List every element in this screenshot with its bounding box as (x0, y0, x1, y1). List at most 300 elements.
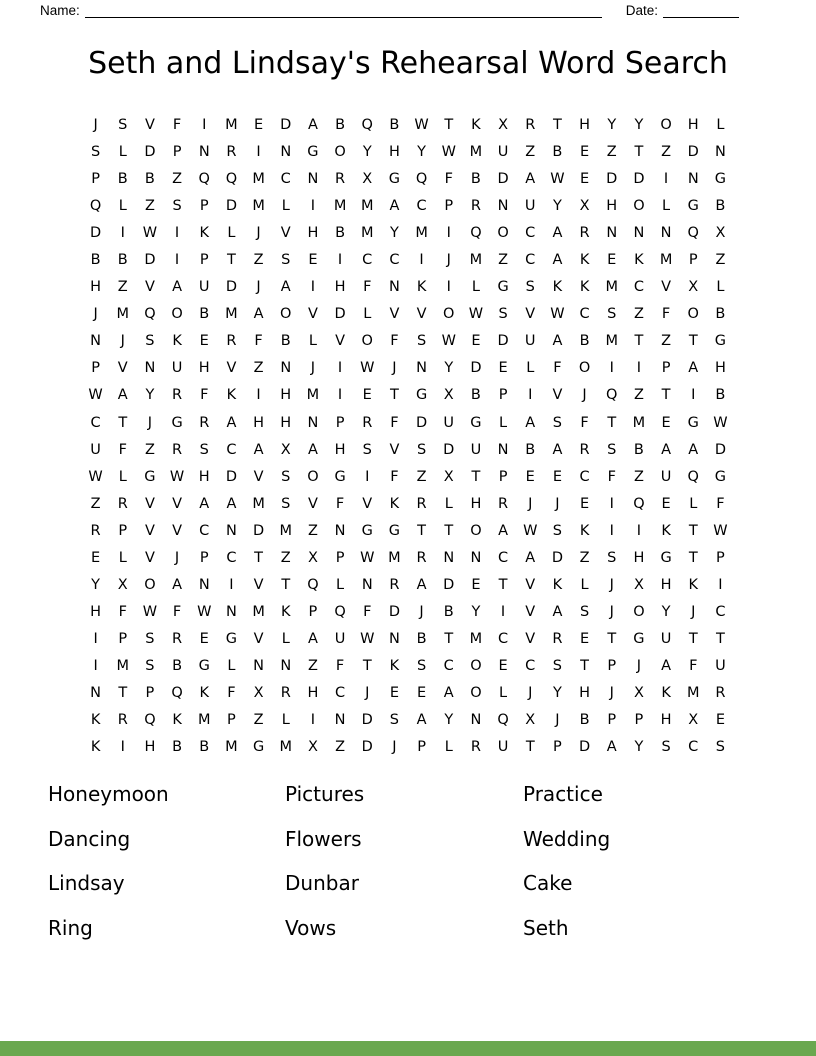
grid-letter: A (688, 360, 699, 377)
grid-letter: C (90, 414, 101, 431)
grid-letter: Q (89, 198, 102, 215)
grid-letter: L (308, 333, 317, 350)
grid-letter: F (227, 684, 236, 701)
grid-letter: A (172, 576, 183, 593)
grid-letter: P (199, 198, 209, 215)
grid-letter: Q (198, 171, 210, 188)
grid-letter: I (446, 279, 451, 296)
grid-letter: D (714, 441, 726, 458)
grid-letter: E (715, 712, 725, 729)
grid-letter: X (633, 576, 644, 593)
grid-letter: I (636, 522, 642, 539)
grid-letter: P (417, 739, 426, 756)
grid-letter: M (632, 414, 646, 431)
grid-letter: J (392, 360, 397, 377)
grid-letter: V (144, 279, 155, 296)
grid-letter: S (172, 198, 182, 215)
grid-letter: W (142, 225, 158, 242)
grid-letter: Y (471, 603, 481, 620)
grid-letter: R (172, 441, 183, 458)
grid-letter: B (715, 306, 726, 323)
grid-letter: T (634, 144, 644, 161)
grid-letter: U (660, 468, 672, 485)
grid-letter: N (606, 225, 618, 242)
grid-letter: K (172, 712, 182, 729)
grid-letter: W (197, 603, 212, 620)
grid-letter: T (688, 522, 698, 539)
grid-letter: Q (225, 171, 238, 188)
grid-letter: G (225, 630, 238, 647)
grid-letter: T (552, 117, 562, 133)
grid-letter: L (444, 739, 453, 756)
grid-letter: X (579, 198, 590, 215)
grid-letter: Q (144, 712, 156, 729)
grid-letter: E (498, 360, 508, 377)
grid-letter: M (360, 198, 374, 215)
grid-letter: I (310, 198, 316, 215)
grid-letter: P (607, 712, 617, 729)
grid-letter: J (310, 360, 316, 377)
grid-letter: R (579, 441, 590, 458)
grid-letter: B (579, 712, 590, 729)
grid-letter: D (551, 549, 563, 566)
grid-letter: E (253, 117, 264, 133)
grid-letter: N (253, 657, 264, 674)
grid-letter: T (580, 657, 589, 674)
grid-letter: F (363, 603, 372, 620)
grid-letter: A (307, 441, 318, 458)
grid-letter: W (441, 144, 456, 161)
grid-letter: Z (280, 549, 291, 566)
name-blank-line (85, 4, 602, 18)
grid-letter: D (89, 225, 102, 242)
grid-letter: N (334, 712, 346, 729)
grid-letter: L (499, 684, 508, 701)
grid-letter: U (497, 144, 509, 161)
date-blank-line (663, 4, 739, 18)
grid-letter: E (471, 576, 481, 593)
grid-letter: R (226, 144, 237, 161)
grid-letter: P (553, 739, 562, 756)
grid-letter: I (310, 279, 316, 296)
grid-letter: G (334, 468, 346, 485)
word-list-item: Flowers (285, 826, 362, 851)
grid-letter: I (636, 360, 642, 377)
grid-letter: R (172, 387, 183, 404)
date-label: Date: (625, 3, 658, 18)
grid-letter: L (580, 576, 589, 593)
grid-letter: W (468, 306, 484, 323)
grid-letter: N (198, 144, 210, 161)
grid-letter: K (90, 739, 101, 756)
grid-letter: A (253, 441, 264, 458)
grid-letter: D (687, 144, 699, 161)
grid-letter: W (523, 522, 538, 539)
grid-letter: D (225, 279, 237, 296)
grid-letter: A (498, 522, 509, 539)
grid-letter: H (334, 441, 346, 458)
grid-letter: Q (470, 225, 482, 242)
grid-letter: U (524, 198, 536, 215)
grid-letter: I (93, 630, 98, 647)
grid-letter: B (117, 252, 128, 269)
grid-letter: P (607, 657, 617, 674)
grid-letter: T (688, 333, 698, 350)
grid-letter: Z (253, 252, 264, 269)
grid-letter: O (307, 468, 319, 485)
grid-letter: F (689, 657, 698, 674)
word-list-item: Lindsay (48, 871, 125, 895)
grid-letter: U (497, 739, 509, 756)
grid-letter: L (363, 306, 372, 323)
grid-letter: R (389, 576, 400, 593)
grid-letter: N (307, 414, 319, 431)
grid-letter: X (362, 171, 373, 188)
grid-letter: C (579, 468, 590, 485)
grid-letter: J (528, 495, 533, 512)
grid-letter: F (661, 306, 671, 323)
grid-letter: W (360, 360, 375, 377)
grid-letter: Y (661, 603, 671, 620)
grid-letter: V (416, 306, 427, 323)
grid-letter: Z (117, 279, 128, 296)
grid-letter: I (120, 225, 125, 242)
grid-letter: P (199, 252, 209, 269)
grid-letter: P (308, 603, 318, 620)
grid-letter: V (389, 306, 400, 323)
grid-letter: D (361, 739, 373, 756)
grid-letter: Q (144, 306, 156, 323)
grid-letter: J (120, 333, 125, 350)
grid-letter: D (606, 171, 618, 188)
grid-letter: U (715, 657, 726, 674)
grid-letter: C (416, 198, 427, 215)
grid-letter: H (90, 279, 102, 296)
grid-letter: R (335, 171, 346, 188)
grid-letter: C (335, 684, 346, 701)
grid-letter: P (91, 171, 100, 188)
grid-letter: M (333, 198, 347, 215)
grid-letter: K (389, 657, 400, 674)
word-list (48, 782, 816, 960)
grid-letter: X (715, 225, 726, 242)
grid-letter: N (388, 630, 400, 647)
grid-letter: K (552, 279, 563, 296)
grid-letter: K (552, 576, 563, 593)
grid-letter: V (144, 549, 155, 566)
grid-letter: V (280, 225, 291, 242)
grid-letter: T (715, 630, 725, 647)
grid-letter: V (307, 495, 318, 512)
grid-letter: H (687, 117, 699, 133)
grid-letter: I (310, 712, 316, 729)
grid-letter: P (634, 712, 644, 729)
grid-letter: N (633, 225, 645, 242)
grid-letter: X (307, 739, 318, 756)
grid-letter: B (579, 333, 590, 350)
grid-letter: D (361, 712, 373, 729)
grid-letter: F (716, 495, 725, 512)
grid-letter: F (200, 387, 209, 404)
grid-letter: C (688, 739, 699, 756)
grid-letter: N (470, 712, 482, 729)
grid-letter: T (417, 522, 426, 539)
grid-letter: C (280, 171, 291, 188)
grid-letter: V (552, 387, 563, 404)
grid-letter: E (389, 684, 399, 701)
grid-letter: N (144, 360, 156, 377)
grid-letter: U (90, 441, 101, 458)
grid-letter: P (227, 712, 236, 729)
grid-letter: T (118, 684, 128, 701)
grid-letter: R (362, 414, 373, 431)
grid-letter: Y (634, 739, 644, 756)
grid-letter: P (335, 549, 345, 566)
word-list-item: Pictures (285, 782, 365, 806)
grid-letter: K (579, 522, 590, 539)
grid-letter: B (389, 117, 400, 133)
grid-letter: E (579, 171, 590, 188)
grid-letter: Z (416, 468, 427, 485)
grid-letter: C (579, 306, 590, 323)
grid-letter: G (307, 144, 319, 161)
grid-letter: N (687, 171, 699, 188)
grid-letter: V (525, 576, 536, 593)
grid-letter: N (443, 549, 455, 566)
grid-letter: N (497, 198, 509, 215)
grid-letter: K (172, 333, 182, 350)
grid-letter: G (252, 739, 265, 756)
grid-letter: A (661, 441, 672, 458)
grid-letter: E (661, 495, 671, 512)
grid-letter: C (226, 441, 237, 458)
grid-letter: P (91, 360, 100, 377)
grid-letter: B (443, 603, 454, 620)
grid-letter: N (198, 576, 210, 593)
grid-letter: J (609, 603, 614, 620)
grid-letter: W (713, 414, 728, 431)
grid-letter: E (90, 549, 101, 566)
grid-letter: V (117, 360, 128, 377)
grid-letter: C (389, 252, 400, 269)
grid-letter: I (500, 603, 506, 620)
grid-letter: A (552, 252, 563, 269)
grid-letter: Z (144, 441, 155, 458)
grid-letter: S (416, 657, 427, 674)
grid-letter: L (118, 144, 127, 161)
grid-letter: F (580, 414, 589, 431)
grid-letter: M (415, 225, 428, 242)
grid-letter: X (688, 712, 699, 729)
grid-letter: D (497, 171, 509, 188)
grid-letter: N (280, 360, 292, 377)
grid-letter: T (607, 414, 617, 431)
grid-letter: J (93, 117, 98, 133)
grid-letter: C (525, 252, 536, 269)
grid-letter: H (388, 144, 400, 161)
grid-letter: I (419, 252, 424, 269)
grid-letter: T (226, 252, 236, 269)
grid-letter: L (118, 468, 127, 485)
grid-letter: J (147, 414, 153, 431)
grid-letter: E (308, 252, 318, 269)
grid-letter: B (715, 387, 726, 404)
grid-letter: X (443, 387, 454, 404)
grid-letter: O (497, 225, 509, 242)
grid-letter: A (117, 387, 128, 404)
grid-letter: J (582, 387, 587, 404)
grid-letter: T (254, 549, 263, 566)
grid-letter: U (524, 333, 536, 350)
grid-letter: T (444, 117, 454, 133)
grid-letter: R (470, 198, 481, 215)
grid-letter: M (225, 117, 238, 133)
grid-letter: C (525, 657, 536, 674)
grid-letter: V (144, 495, 155, 512)
grid-letter: W (360, 549, 375, 566)
grid-letter: A (443, 684, 454, 701)
grid-letter: K (661, 684, 671, 701)
grid-letter: K (661, 522, 671, 539)
grid-letter: S (498, 306, 508, 323)
grid-letter: T (444, 522, 454, 539)
grid-letter: P (498, 387, 508, 404)
grid-letter: D (225, 198, 237, 215)
grid-letter: L (118, 549, 127, 566)
grid-letter: S (607, 549, 617, 566)
grid-letter: N (90, 333, 101, 350)
grid-letter: D (443, 441, 455, 458)
grid-letter: S (145, 333, 155, 350)
grid-letter: E (199, 630, 209, 647)
grid-letter: L (471, 279, 480, 296)
grid-letter: L (716, 279, 725, 296)
word-list-column (285, 782, 523, 960)
grid-letter: A (661, 657, 672, 674)
grid-letter: B (117, 171, 128, 188)
grid-letter: P (498, 468, 508, 485)
grid-letter: S (281, 468, 291, 485)
grid-letter: W (88, 468, 103, 485)
grid-letter: O (633, 198, 645, 215)
grid-letter: N (416, 360, 427, 377)
grid-letter: A (552, 603, 563, 620)
grid-letter: N (660, 225, 672, 242)
grid-letter: D (144, 144, 156, 161)
grid-letter: J (609, 684, 614, 701)
grid-letter: G (687, 198, 699, 215)
grid-letter: M (116, 657, 129, 674)
grid-letter: N (280, 144, 292, 161)
grid-letter: I (446, 225, 451, 242)
grid-letter: I (120, 739, 125, 756)
grid-letter: F (335, 657, 345, 674)
grid-letter: M (686, 684, 700, 701)
grid-letter: A (416, 576, 427, 593)
grid-letter: J (691, 603, 696, 620)
grid-letter: B (144, 171, 155, 188)
grid-letter: N (497, 441, 509, 458)
grid-letter: R (416, 495, 427, 512)
grid-letter: N (470, 549, 482, 566)
grid-letter: M (388, 549, 401, 566)
grid-letter: Z (606, 144, 617, 161)
grid-letter: M (659, 252, 673, 269)
grid-letter: D (633, 171, 645, 188)
grid-letter: M (469, 630, 483, 647)
grid-letter: L (662, 198, 671, 215)
word-list-item: Seth (523, 915, 569, 940)
grid-letter: H (660, 712, 672, 729)
grid-letter: L (526, 360, 535, 377)
grid-letter: G (470, 414, 482, 431)
grid-letter: J (365, 684, 370, 701)
grid-letter: D (443, 576, 455, 593)
grid-letter: J (555, 712, 560, 729)
grid-letter: S (118, 117, 128, 133)
grid-letter: M (252, 603, 265, 620)
grid-letter: V (525, 306, 536, 323)
grid-letter: X (633, 684, 644, 701)
grid-letter: P (199, 549, 209, 566)
grid-letter: H (633, 549, 645, 566)
grid-letter: D (578, 739, 591, 756)
grid-letter: S (607, 306, 617, 323)
grid-letter: M (252, 495, 265, 512)
grid-letter: T (389, 387, 399, 404)
grid-letter: P (335, 414, 345, 431)
grid-letter: R (280, 684, 291, 701)
grid-letter: Z (144, 198, 155, 215)
grid-letter: S (607, 441, 617, 458)
grid-letter: Z (90, 495, 101, 512)
grid-letter: T (118, 414, 128, 431)
grid-letter: F (390, 468, 399, 485)
grid-letter: U (171, 360, 183, 377)
grid-letter: F (390, 414, 399, 431)
grid-letter: M (469, 144, 483, 161)
grid-letter: B (199, 739, 210, 756)
grid-letter: V (389, 441, 400, 458)
grid-letter: H (660, 576, 672, 593)
grid-letter: F (335, 495, 345, 512)
grid-letter: P (716, 549, 725, 566)
grid-letter: E (579, 495, 590, 512)
grid-letter: O (470, 657, 482, 674)
footer-bar (0, 1041, 816, 1056)
grid-letter: Z (633, 468, 644, 485)
grid-letter: V (172, 522, 183, 539)
grid-letter: R (579, 225, 590, 242)
grid-letter: G (361, 522, 373, 539)
grid-letter: N (280, 657, 292, 674)
grid-letter: P (661, 360, 671, 377)
grid-letter: C (226, 549, 237, 566)
grid-letter: A (226, 495, 237, 512)
grid-letter: F (444, 171, 453, 188)
grid-letter: I (609, 522, 614, 539)
grid-letter: G (144, 468, 156, 485)
grid-letter: F (172, 117, 182, 133)
grid-letter: H (198, 468, 210, 485)
grid-letter: S (145, 630, 155, 647)
grid-letter: V (307, 306, 318, 323)
grid-letter: M (252, 171, 265, 188)
grid-letter: F (118, 441, 127, 458)
grid-letter: Z (498, 252, 509, 269)
grid-letter: A (525, 549, 536, 566)
grid-letter: Q (334, 603, 346, 620)
